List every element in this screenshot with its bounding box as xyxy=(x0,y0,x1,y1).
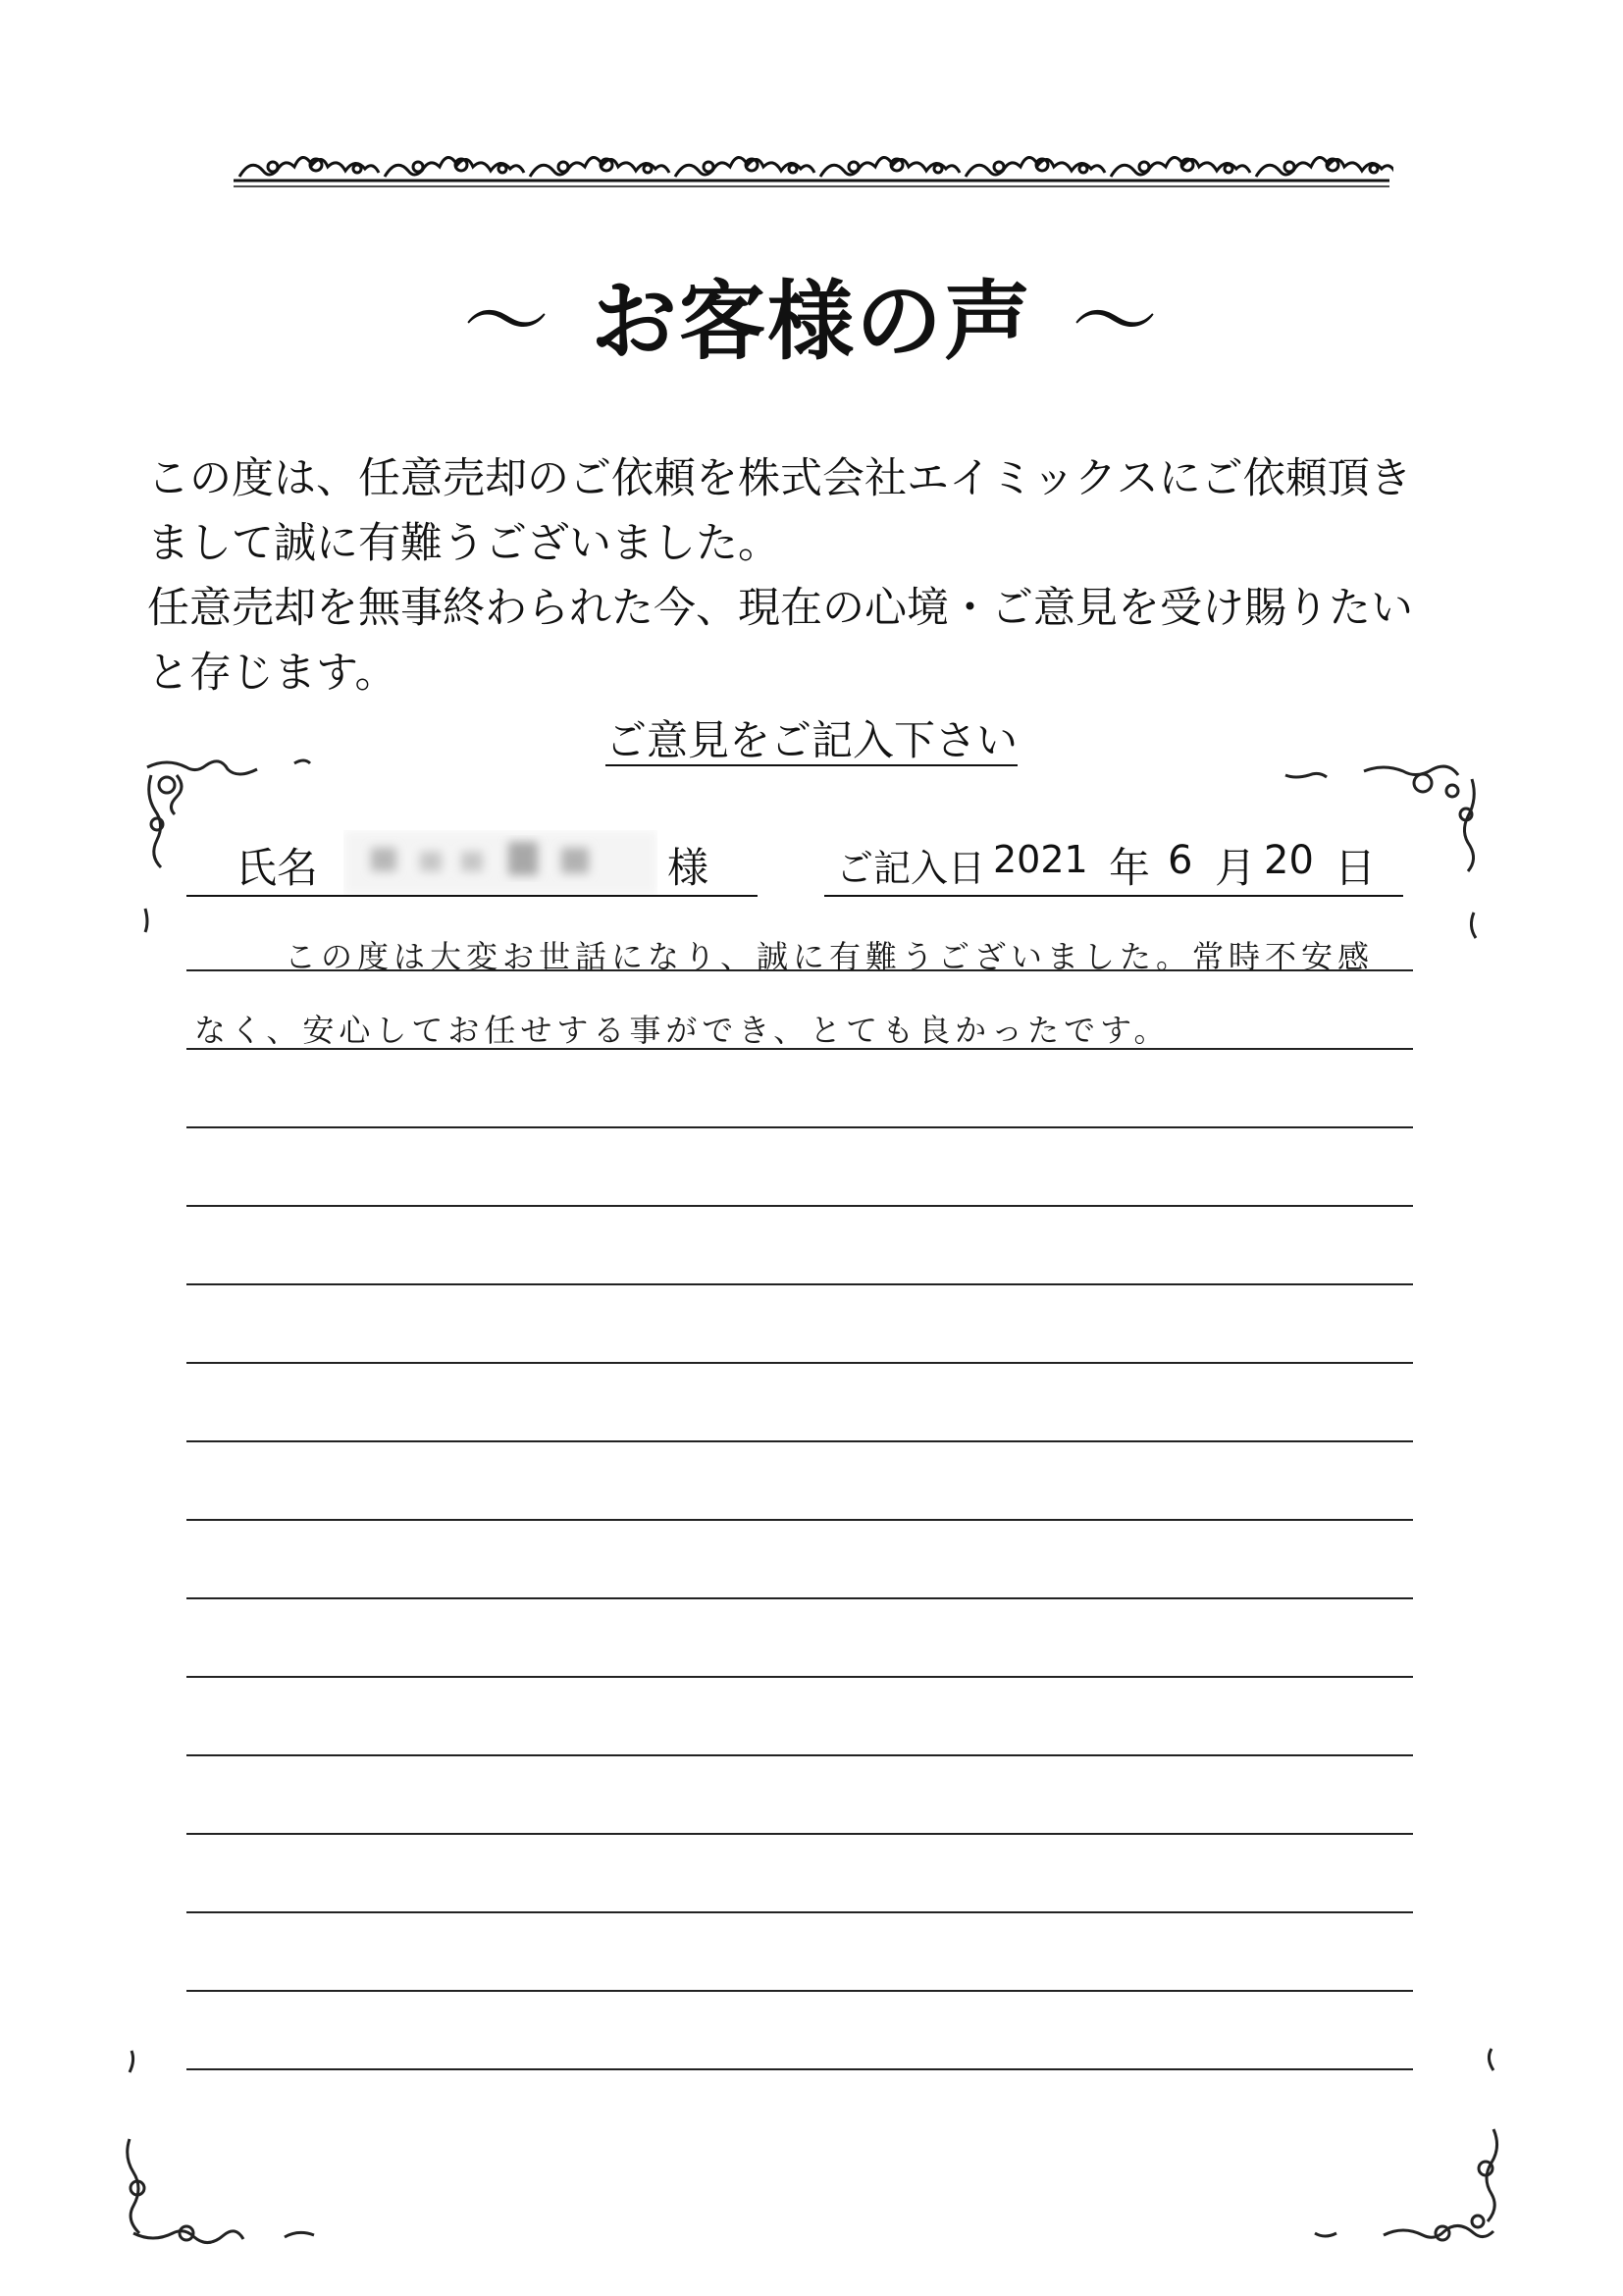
day-unit-label: 日 xyxy=(1335,844,1377,892)
month-unit-label: 月 xyxy=(1215,844,1257,892)
name-label: 氏名 xyxy=(236,844,319,892)
comment-writing-area xyxy=(186,883,1413,2100)
writing-line xyxy=(186,1362,1413,1364)
ornamental-border-icon xyxy=(230,147,1393,196)
intro-line: と存じます。 xyxy=(147,649,397,698)
writing-line xyxy=(186,1597,1413,1599)
writing-line xyxy=(186,1676,1413,1678)
date-year-value: 2021 xyxy=(993,838,1088,881)
intro-paragraph xyxy=(147,446,1501,705)
writing-line xyxy=(186,1126,1413,1128)
writing-line xyxy=(186,1283,1413,1285)
writing-line xyxy=(186,2068,1413,2070)
writing-line xyxy=(186,1754,1413,1756)
handwritten-comment-line: この度は大変お世話になり、誠に有難うございました。常時不安感 xyxy=(285,938,1375,975)
writing-line xyxy=(186,1911,1413,1913)
intro-line: この度は、任意売却のご依頼を株式会社エイミックスにご依頼頂き xyxy=(147,454,1412,503)
writing-line xyxy=(186,1833,1413,1835)
handwritten-comment-line: なく、安心してお任せする事ができ、とても良かったです。 xyxy=(194,1012,1171,1049)
year-unit-label: 年 xyxy=(1109,844,1151,892)
honorific-label: 様 xyxy=(667,844,709,892)
date-label: ご記入日 xyxy=(836,847,986,890)
writing-line xyxy=(186,1519,1413,1521)
page-title xyxy=(0,253,1623,377)
title-tilde-left: ～ xyxy=(462,271,551,372)
writing-line xyxy=(186,1990,1413,1992)
writing-line xyxy=(186,1205,1413,1207)
title-tilde-right: ～ xyxy=(1072,271,1161,372)
section-heading-text: ご意見をご記入下さい xyxy=(604,716,1018,764)
date-day-value: 20 xyxy=(1264,838,1314,883)
intro-line: まして誠に有難うございました。 xyxy=(147,519,780,568)
title-text: お客様の声 xyxy=(590,270,1032,372)
writing-line xyxy=(186,1440,1413,1442)
intro-line: 任意売却を無事終わられた今、現在の心境・ご意見を受け賜りたい xyxy=(147,584,1413,633)
date-month-value: 6 xyxy=(1168,838,1193,883)
